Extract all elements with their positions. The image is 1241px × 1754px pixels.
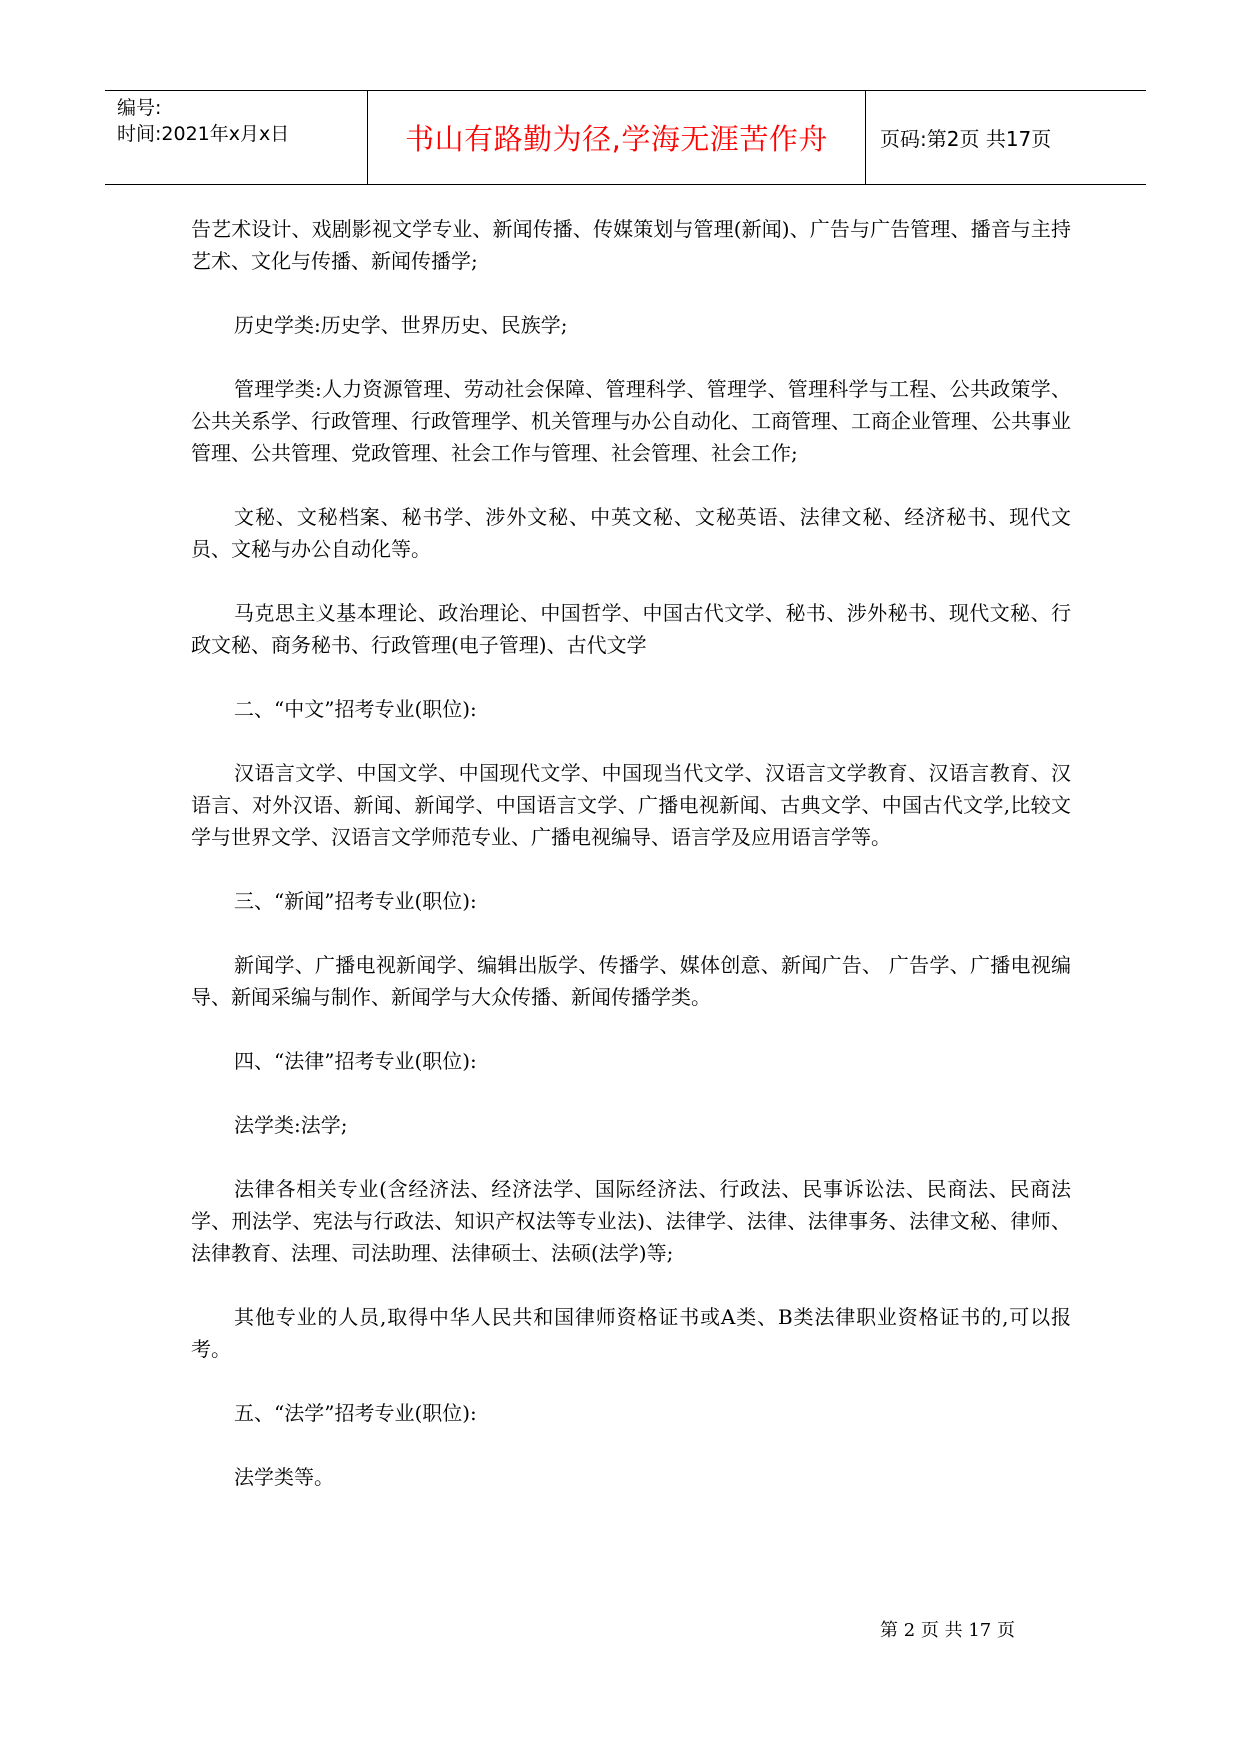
section-heading: 五、“法学”招考专业(职位): (234, 1401, 477, 1425)
paragraph: 汉语言文学、中国文学、中国现代文学、中国现当代文学、汉语言文学教育、汉语言教育、汉语言、对外汉语、新闻、新闻学、中国语言文学、广播电视新闻、古典文学、中国古代文学,比较文学与世界文学、汉语言文学师范专业、广播电视编导、语言学及应用语言学等。 (191, 761, 1071, 849)
paragraph: 文秘、文秘档案、秘书学、涉外文秘、中英文秘、文秘英语、法律文秘、经济秘书、现代文员、文秘与办公自动化等。 (191, 505, 1071, 561)
time-label: 时间:2021年x月x日 (117, 123, 290, 145)
document-header (105, 90, 1146, 185)
paragraph: 法学类等。 (234, 1465, 334, 1489)
paragraph: 告艺术设计、戏剧影视文学专业、新闻传播、传媒策划与管理(新闻)、广告与广告管理、播音与主持艺术、文化与传播、新闻传播学; (191, 217, 1071, 273)
paragraph: 历史学类:历史学、世界历史、民族学; (234, 313, 568, 337)
section-heading: 二、“中文”招考专业(职位): (234, 697, 477, 721)
paragraph: 其他专业的人员,取得中华人民共和国律师资格证书或A类、B类法律职业资格证书的,可以报考。 (191, 1305, 1071, 1361)
header-page-info: 页码:第2页 共17页 (880, 127, 1052, 151)
header-page-cell (866, 91, 1146, 184)
paragraph: 法律各相关专业(含经济法、经济法学、国际经济法、行政法、民事诉讼法、民商法、民商法学、刑法学、宪法与行政法、知识产权法等专业法)、法律学、法律、法律事务、法律文秘、律师、法律教育、法理、司法助理、法律硕士、法硕(法学)等; (191, 1177, 1071, 1265)
paragraph: 管理学类:人力资源管理、劳动社会保障、管理科学、管理学、管理科学与工程、公共政策学、公共关系学、行政管理、行政管理学、机关管理与办公自动化、工商管理、工商企业管理、公共事业管理、公共管理、党政管理、社会工作与管理、社会管理、社会工作; (191, 377, 1071, 465)
paragraph: 新闻学、广播电视新闻学、编辑出版学、传播学、媒体创意、新闻广告、 广告学、广播电视编导、新闻采编与制作、新闻学与大众传播、新闻传播学类。 (191, 953, 1071, 1009)
header-meta-cell (105, 91, 368, 184)
motto-text: 书山有路勤为径,学海无涯苦作舟 (405, 122, 828, 156)
header-motto-cell (368, 91, 866, 184)
document-body (191, 213, 1071, 1525)
paragraph: 法学类:法学; (234, 1113, 348, 1137)
page-footer: 第 2 页 共 17 页 (880, 1620, 1015, 1641)
paragraph: 马克思主义基本理论、政治理论、中国哲学、中国古代文学、秘书、涉外秘书、现代文秘、行政文秘、商务秘书、行政管理(电子管理)、古代文学 (191, 601, 1071, 657)
number-label: 编号: (117, 97, 162, 119)
section-heading: 四、“法律”招考专业(职位): (234, 1049, 477, 1073)
section-heading: 三、“新闻”招考专业(职位): (234, 889, 477, 913)
